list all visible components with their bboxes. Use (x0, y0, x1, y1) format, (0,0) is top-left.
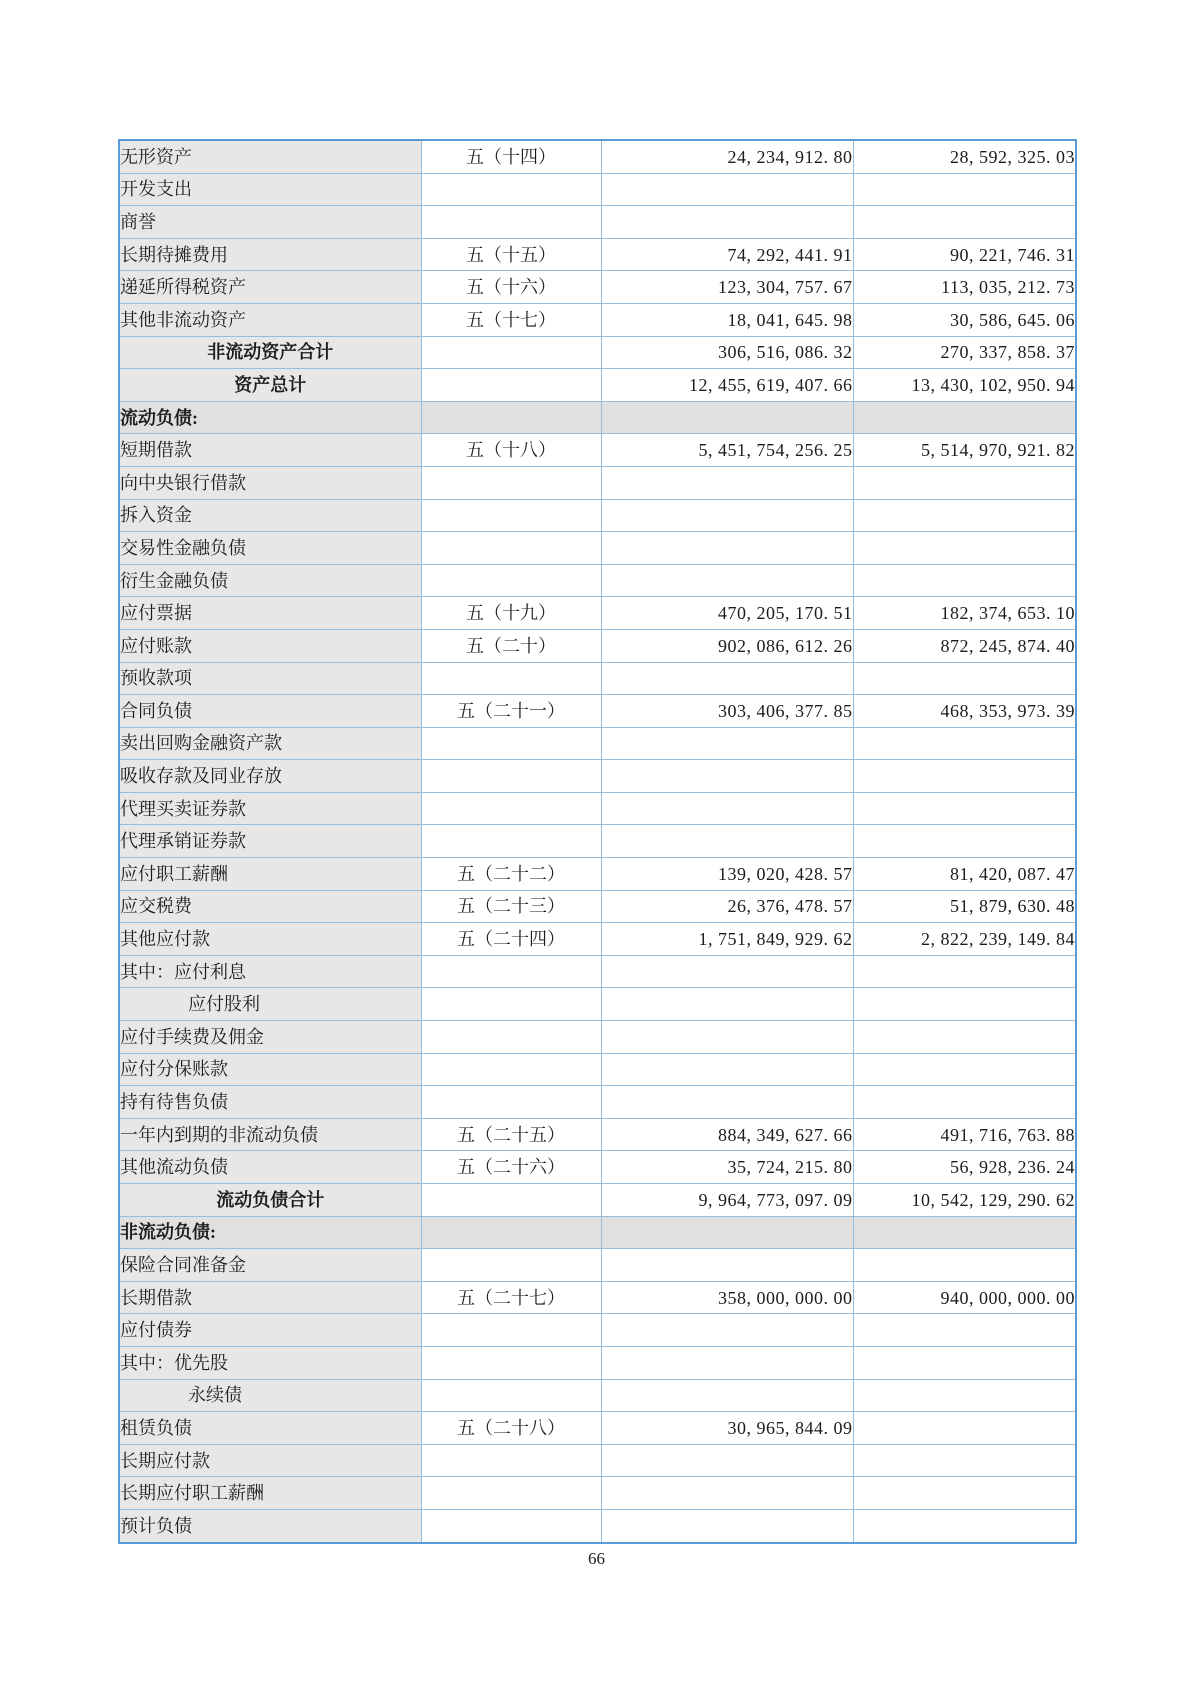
item-cell: 长期应付职工薪酬 (119, 1477, 421, 1510)
prior-period-value-cell: 182, 374, 653. 10 (853, 597, 1076, 630)
current-period-value-cell: 9, 964, 773, 097. 09 (601, 1184, 853, 1217)
note-cell: 五（二十四） (421, 923, 601, 956)
current-period-value-cell: 74, 292, 441. 91 (601, 238, 853, 271)
item-cell: 长期借款 (119, 1281, 421, 1314)
item-cell: 合同负债 (119, 695, 421, 728)
prior-period-value-cell: 468, 353, 973. 39 (853, 695, 1076, 728)
item-cell: 长期待摊费用 (119, 238, 421, 271)
prior-period-value-cell (853, 1477, 1076, 1510)
prior-period-value-cell (853, 1053, 1076, 1086)
table-row (119, 206, 1076, 239)
table-row (119, 629, 1076, 662)
current-period-value-cell: 139, 020, 428. 57 (601, 858, 853, 891)
item-cell: 应交税费 (119, 890, 421, 923)
prior-period-value-cell: 491, 716, 763. 88 (853, 1118, 1076, 1151)
table-row (119, 792, 1076, 825)
note-cell: 五（二十七） (421, 1281, 601, 1314)
current-period-value-cell: 902, 086, 612. 26 (601, 629, 853, 662)
item-cell: 非流动负债: (119, 1216, 421, 1249)
table-row (119, 727, 1076, 760)
item-cell: 一年内到期的非流动负债 (119, 1118, 421, 1151)
table-row (119, 1346, 1076, 1379)
note-cell (421, 1314, 601, 1347)
current-period-value-cell: 35, 724, 215. 80 (601, 1151, 853, 1184)
note-cell: 五（二十三） (421, 890, 601, 923)
item-cell: 应付债券 (119, 1314, 421, 1347)
item-cell: 预收款项 (119, 662, 421, 695)
current-period-value-cell: 303, 406, 377. 85 (601, 695, 853, 728)
note-cell (421, 532, 601, 565)
item-cell: 租赁负债 (119, 1412, 421, 1445)
current-period-value-cell (601, 760, 853, 793)
note-cell: 五（二十） (421, 629, 601, 662)
item-cell: 应付手续费及佣金 (119, 1021, 421, 1054)
table-row (119, 955, 1076, 988)
note-cell (421, 1053, 601, 1086)
prior-period-value-cell (853, 1379, 1076, 1412)
prior-period-value-cell (853, 499, 1076, 532)
table-row (119, 564, 1076, 597)
note-cell (421, 1216, 601, 1249)
item-cell: 开发支出 (119, 173, 421, 206)
note-cell (421, 1346, 601, 1379)
prior-period-value-cell: 10, 542, 129, 290. 62 (853, 1184, 1076, 1217)
table-row (119, 369, 1076, 402)
note-cell (421, 336, 601, 369)
item-cell: 预计负债 (119, 1509, 421, 1542)
current-period-value-cell (601, 1444, 853, 1477)
item-cell: 其他流动负债 (119, 1151, 421, 1184)
current-period-value-cell (601, 1021, 853, 1054)
table-row (119, 238, 1076, 271)
current-period-value-cell (601, 1509, 853, 1542)
prior-period-value-cell: 270, 337, 858. 37 (853, 336, 1076, 369)
prior-period-value-cell (853, 792, 1076, 825)
current-period-value-cell: 12, 455, 619, 407. 66 (601, 369, 853, 402)
note-cell: 五（二十一） (421, 695, 601, 728)
prior-period-value-cell (853, 466, 1076, 499)
table-row (119, 1151, 1076, 1184)
item-cell: 卖出回购金融资产款 (119, 727, 421, 760)
current-period-value-cell (601, 1216, 853, 1249)
current-period-value-cell (601, 401, 853, 434)
current-period-value-cell (601, 206, 853, 239)
item-cell: 永续债 (119, 1379, 421, 1412)
table-row (119, 173, 1076, 206)
note-cell: 五（二十二） (421, 858, 601, 891)
prior-period-value-cell (853, 173, 1076, 206)
note-cell (421, 1444, 601, 1477)
prior-period-value-cell: 30, 586, 645. 06 (853, 303, 1076, 336)
item-cell: 流动负债合计 (119, 1184, 421, 1217)
balance-sheet-table (118, 139, 1077, 1544)
prior-period-value-cell: 51, 879, 630. 48 (853, 890, 1076, 923)
item-cell: 应付分保账款 (119, 1053, 421, 1086)
current-period-value-cell: 26, 376, 478. 57 (601, 890, 853, 923)
item-cell: 递延所得税资产 (119, 271, 421, 304)
item-cell: 无形资产 (119, 140, 421, 173)
note-cell (421, 499, 601, 532)
note-cell (421, 825, 601, 858)
prior-period-value-cell (853, 1216, 1076, 1249)
note-cell (421, 1184, 601, 1217)
note-cell (421, 792, 601, 825)
table-row (119, 760, 1076, 793)
prior-period-value-cell (853, 1412, 1076, 1445)
table-row (119, 858, 1076, 891)
prior-period-value-cell (853, 760, 1076, 793)
note-cell: 五（二十八） (421, 1412, 601, 1445)
page-number: 66 (588, 1549, 605, 1568)
table-row (119, 1216, 1076, 1249)
current-period-value-cell: 18, 041, 645. 98 (601, 303, 853, 336)
note-cell (421, 1086, 601, 1119)
prior-period-value-cell: 28, 592, 325. 03 (853, 140, 1076, 173)
note-cell (421, 564, 601, 597)
note-cell (421, 662, 601, 695)
current-period-value-cell: 306, 516, 086. 32 (601, 336, 853, 369)
prior-period-value-cell (853, 564, 1076, 597)
current-period-value-cell (601, 988, 853, 1021)
table-row (119, 1184, 1076, 1217)
note-cell: 五（二十六） (421, 1151, 601, 1184)
note-cell (421, 466, 601, 499)
item-cell: 持有待售负债 (119, 1086, 421, 1119)
item-cell: 交易性金融负债 (119, 532, 421, 565)
table-row (119, 662, 1076, 695)
prior-period-value-cell (853, 988, 1076, 1021)
note-cell (421, 173, 601, 206)
item-cell: 其他非流动资产 (119, 303, 421, 336)
item-cell: 保险合同准备金 (119, 1249, 421, 1282)
prior-period-value-cell: 81, 420, 087. 47 (853, 858, 1076, 891)
table-row (119, 825, 1076, 858)
item-cell: 应付账款 (119, 629, 421, 662)
table-row (119, 1314, 1076, 1347)
item-cell: 商誉 (119, 206, 421, 239)
current-period-value-cell (601, 955, 853, 988)
current-period-value-cell (601, 662, 853, 695)
current-period-value-cell (601, 564, 853, 597)
prior-period-value-cell: 113, 035, 212. 73 (853, 271, 1076, 304)
table-row (119, 1086, 1076, 1119)
prior-period-value-cell (853, 1086, 1076, 1119)
note-cell (421, 206, 601, 239)
current-period-value-cell: 5, 451, 754, 256. 25 (601, 434, 853, 467)
item-cell: 代理承销证券款 (119, 825, 421, 858)
prior-period-value-cell (853, 1021, 1076, 1054)
note-cell (421, 1509, 601, 1542)
item-cell: 拆入资金 (119, 499, 421, 532)
note-cell (421, 1021, 601, 1054)
item-cell: 应付票据 (119, 597, 421, 630)
note-cell (421, 401, 601, 434)
current-period-value-cell (601, 1249, 853, 1282)
table-row (119, 499, 1076, 532)
table-row (119, 1021, 1076, 1054)
table-row (119, 1509, 1076, 1542)
prior-period-value-cell (853, 662, 1076, 695)
current-period-value-cell: 1, 751, 849, 929. 62 (601, 923, 853, 956)
prior-period-value-cell (853, 825, 1076, 858)
prior-period-value-cell (853, 206, 1076, 239)
table-row (119, 1118, 1076, 1151)
prior-period-value-cell (853, 1249, 1076, 1282)
table-row (119, 988, 1076, 1021)
table-row (119, 434, 1076, 467)
table-row (119, 466, 1076, 499)
current-period-value-cell (601, 1053, 853, 1086)
table-row (119, 890, 1076, 923)
note-cell: 五（十六） (421, 271, 601, 304)
table-row (119, 336, 1076, 369)
prior-period-value-cell: 13, 430, 102, 950. 94 (853, 369, 1076, 402)
note-cell (421, 760, 601, 793)
table-row (119, 401, 1076, 434)
note-cell: 五（十四） (421, 140, 601, 173)
item-cell: 其他应付款 (119, 923, 421, 956)
table-row (119, 271, 1076, 304)
item-cell: 长期应付款 (119, 1444, 421, 1477)
table-row (119, 303, 1076, 336)
note-cell: 五（二十五） (421, 1118, 601, 1151)
table-row (119, 532, 1076, 565)
note-cell: 五（十五） (421, 238, 601, 271)
current-period-value-cell (601, 1477, 853, 1510)
current-period-value-cell (601, 173, 853, 206)
item-cell: 非流动资产合计 (119, 336, 421, 369)
current-period-value-cell: 884, 349, 627. 66 (601, 1118, 853, 1151)
table-row (119, 1281, 1076, 1314)
item-cell: 应付职工薪酬 (119, 858, 421, 891)
table-row (119, 1379, 1076, 1412)
prior-period-value-cell (853, 401, 1076, 434)
table-row (119, 1412, 1076, 1445)
prior-period-value-cell (853, 532, 1076, 565)
current-period-value-cell (601, 1086, 853, 1119)
current-period-value-cell (601, 532, 853, 565)
current-period-value-cell (601, 792, 853, 825)
current-period-value-cell: 123, 304, 757. 67 (601, 271, 853, 304)
item-cell: 其中：优先股 (119, 1346, 421, 1379)
table-row (119, 1444, 1076, 1477)
current-period-value-cell (601, 1379, 853, 1412)
current-period-value-cell (601, 1314, 853, 1347)
prior-period-value-cell (853, 1509, 1076, 1542)
table-row (119, 1053, 1076, 1086)
note-cell (421, 727, 601, 760)
item-cell: 代理买卖证券款 (119, 792, 421, 825)
note-cell (421, 1249, 601, 1282)
current-period-value-cell: 24, 234, 912. 80 (601, 140, 853, 173)
prior-period-value-cell: 940, 000, 000. 00 (853, 1281, 1076, 1314)
table-row (119, 1477, 1076, 1510)
table-row (119, 923, 1076, 956)
note-cell: 五（十九） (421, 597, 601, 630)
prior-period-value-cell: 56, 928, 236. 24 (853, 1151, 1076, 1184)
note-cell (421, 1477, 601, 1510)
prior-period-value-cell: 90, 221, 746. 31 (853, 238, 1076, 271)
item-cell: 衍生金融负债 (119, 564, 421, 597)
prior-period-value-cell (853, 1346, 1076, 1379)
current-period-value-cell: 358, 000, 000. 00 (601, 1281, 853, 1314)
prior-period-value-cell: 5, 514, 970, 921. 82 (853, 434, 1076, 467)
prior-period-value-cell (853, 727, 1076, 760)
table-row (119, 140, 1076, 173)
item-cell: 应付股利 (119, 988, 421, 1021)
item-cell: 短期借款 (119, 434, 421, 467)
current-period-value-cell (601, 1346, 853, 1379)
note-cell (421, 955, 601, 988)
prior-period-value-cell (853, 1314, 1076, 1347)
balance-sheet-rows (119, 140, 1076, 1543)
note-cell (421, 1379, 601, 1412)
current-period-value-cell: 470, 205, 170. 51 (601, 597, 853, 630)
current-period-value-cell (601, 825, 853, 858)
item-cell: 向中央银行借款 (119, 466, 421, 499)
item-cell: 其中：应付利息 (119, 955, 421, 988)
current-period-value-cell (601, 499, 853, 532)
note-cell (421, 988, 601, 1021)
note-cell: 五（十八） (421, 434, 601, 467)
current-period-value-cell (601, 466, 853, 499)
current-period-value-cell (601, 727, 853, 760)
item-cell: 流动负债: (119, 401, 421, 434)
prior-period-value-cell: 872, 245, 874. 40 (853, 629, 1076, 662)
prior-period-value-cell: 2, 822, 239, 149. 84 (853, 923, 1076, 956)
current-period-value-cell: 30, 965, 844. 09 (601, 1412, 853, 1445)
table-row (119, 695, 1076, 728)
item-cell: 资产总计 (119, 369, 421, 402)
table-row (119, 597, 1076, 630)
item-cell: 吸收存款及同业存放 (119, 760, 421, 793)
table-row (119, 1249, 1076, 1282)
prior-period-value-cell (853, 955, 1076, 988)
note-cell (421, 369, 601, 402)
note-cell: 五（十七） (421, 303, 601, 336)
prior-period-value-cell (853, 1444, 1076, 1477)
